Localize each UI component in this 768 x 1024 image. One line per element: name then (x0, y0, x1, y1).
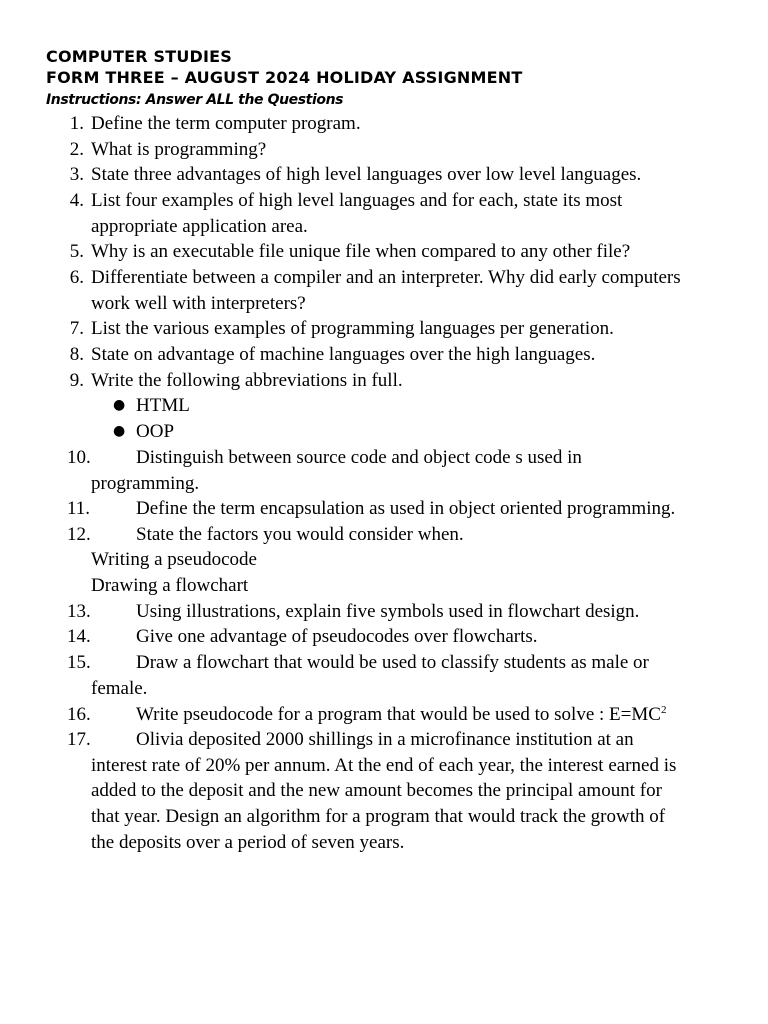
question-text: programming. (91, 473, 200, 494)
question-text: Define the term computer program. (91, 113, 361, 134)
bullet-icon: ● (113, 423, 126, 439)
question-text: State the factors you would consider when. (136, 524, 464, 545)
question-number: 14. (67, 626, 91, 647)
question-number: 1. (69, 113, 84, 134)
question-text: Distinguish between source code and object code s used in (136, 447, 582, 468)
question-text: State three advantages of high level languages over low level languages. (91, 164, 642, 185)
question-text: interest rate of 20% per annum. At the end of each year, the interest earned is (91, 755, 677, 776)
question-number: 11. (67, 498, 91, 519)
question-text: Give one advantage of pseudocodes over flowcharts. (136, 626, 538, 647)
question-text: that year. Design an algorithm for a program that would track the growth of (91, 806, 666, 827)
question-number: 12. (67, 524, 91, 545)
bullet-item: OOP (136, 421, 175, 442)
assignment-title: FORM THREE – AUGUST 2024 HOLIDAY ASSIGNMENT (46, 68, 523, 87)
question-text: female. (91, 678, 148, 699)
question-text-line (136, 702, 666, 728)
question-text: List four examples of high level languages and for each, state its most (91, 190, 623, 211)
question-number: 2. (69, 139, 84, 160)
question-text: Using illustrations, explain five symbols used in flowchart design. (136, 601, 640, 622)
bullet-item: HTML (136, 395, 190, 416)
question-text: Writing a pseudocode (91, 549, 257, 570)
subject-heading: COMPUTER STUDIES (46, 47, 233, 66)
question-number: 9. (69, 370, 84, 391)
question-number: 15. (67, 652, 91, 673)
question-number: 6. (69, 267, 84, 288)
question-number: 7. (69, 318, 84, 339)
question-text: Write the following abbreviations in full. (91, 370, 403, 391)
superscript: 2 (660, 704, 667, 716)
question-text: Differentiate between a compiler and an interpreter. Why did early computers (91, 267, 681, 288)
question-text: added to the deposit and the new amount becomes the principal amount for (91, 780, 662, 801)
question-number: 10. (67, 447, 91, 468)
question-number: 16. (67, 704, 91, 725)
question-number: 5. (69, 241, 84, 262)
question-text: appropriate application area. (91, 216, 308, 237)
question-text: Olivia deposited 2000 shillings in a microfinance institution at an (136, 729, 634, 750)
question-text: Draw a flowchart that would be used to classify students as male or (136, 652, 649, 673)
question-text: Why is an executable file unique file when compared to any other file? (91, 241, 631, 262)
question-number: 8. (69, 344, 84, 365)
question-text: Define the term encapsulation as used in object oriented programming. (136, 498, 676, 519)
question-text: What is programming? (91, 139, 267, 160)
question-text: State on advantage of machine languages over the high languages. (91, 344, 596, 365)
question-number: 4. (69, 190, 84, 211)
bullet-icon: ● (113, 397, 126, 413)
question-text: Drawing a flowchart (91, 575, 249, 596)
instructions: Instructions: Answer ALL the Questions (46, 92, 344, 108)
question-number: 13. (67, 601, 91, 622)
question-text: work well with interpreters? (91, 293, 306, 314)
question-text: Write pseudocode for a program that would be used to solve : E=MC (136, 704, 661, 725)
question-text: the deposits over a period of seven years. (91, 832, 405, 853)
question-number: 3. (69, 164, 84, 185)
question-number: 17. (67, 729, 91, 750)
question-text: List the various examples of programming languages per generation. (91, 318, 614, 339)
